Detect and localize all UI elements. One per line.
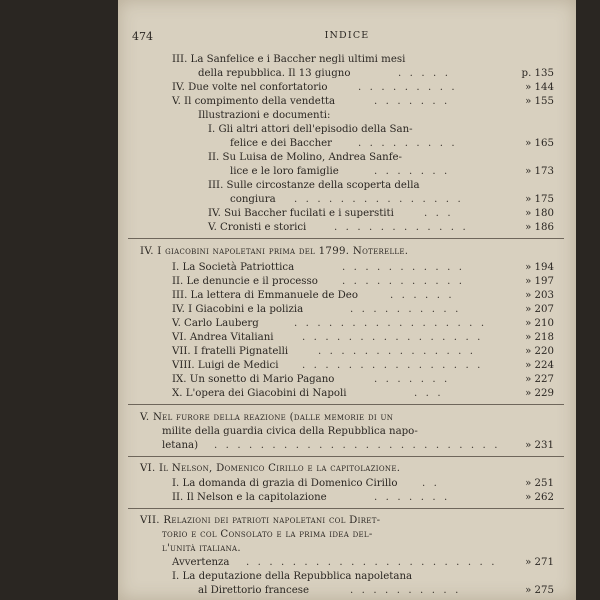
toc-entry: felice e dei Baccher [230, 138, 333, 149]
running-head: INDICE [324, 30, 370, 41]
leader-dots: . . . . . . . . . . . . . . . . [302, 360, 483, 371]
section-divider [128, 508, 564, 509]
toc-entry: I. Gli altri attori dell'episodio della San- [208, 124, 413, 135]
toc-entry: V. Il compimento della vendetta [172, 96, 336, 107]
toc-entry: VI. Andrea Vitaliani [172, 332, 274, 343]
leader-dots: . . . . . . . . . . . . . . . [294, 194, 464, 205]
section-divider [128, 238, 564, 239]
page-ref: » 203 [525, 290, 554, 301]
page-ref: » 275 [525, 585, 554, 596]
page-ref: » 144 [525, 82, 554, 93]
toc-entry: V. Cronisti e storici [208, 222, 307, 233]
toc-entry: X. L'opera dei Giacobini di Napoli [172, 388, 347, 399]
toc-entry: VIII. Luigi de Medici [172, 360, 279, 371]
page-ref: » 165 [525, 138, 554, 149]
toc-entry: congiura [230, 194, 276, 205]
page-ref: » 207 [525, 304, 554, 315]
toc-entry: lice e le loro famiglie [230, 166, 339, 177]
leader-dots: . . . . . . [390, 290, 455, 301]
page-ref: p. 135 [521, 68, 554, 79]
page-ref: » 155 [525, 96, 554, 107]
toc-entry: milite della guardia civica della Repubblica napo- [162, 426, 418, 437]
toc-entry: al Direttorio francese [198, 585, 309, 596]
leader-dots: . . . . . . . [374, 166, 450, 177]
toc-entry: III. La lettera di Emmanuele de Deo [172, 290, 358, 301]
section-divider [128, 404, 564, 405]
page-ref: » 175 [525, 194, 554, 205]
leader-dots: . . . . . . . [374, 374, 450, 385]
section-divider [128, 456, 564, 457]
section-heading: VI. Il Nelson, Domenico Cirillo e la capitolazione. [140, 463, 401, 474]
toc-entry: Illustrazioni e documenti: [198, 110, 331, 121]
toc-entry: I. La deputazione della Repubblica napoletana [172, 571, 413, 582]
page-ref: » 218 [525, 332, 554, 343]
page-ref: » 271 [525, 557, 554, 568]
leader-dots: . . . . . . . [374, 492, 450, 503]
leader-dots: . . . . . . . . . . . . . . . . . [294, 318, 487, 329]
leader-dots: . . . . . . . . . [358, 82, 458, 93]
section-heading: torio e col Consolato e la prima idea del- [162, 529, 373, 540]
leader-dots: . . . . . . . . . . . . . . [318, 346, 476, 357]
leader-dots: . . . . . . . . . . [350, 304, 461, 315]
toc-entry: IX. Un sonetto di Mario Pagano [172, 374, 335, 385]
page-ref: » 231 [525, 440, 554, 451]
leader-dots: . . . . . . . [374, 96, 450, 107]
toc-entry: I. La Società Patriottica [172, 262, 295, 273]
leader-dots: . . . . . . . . . [358, 138, 458, 149]
leader-dots: . . [422, 478, 440, 489]
toc-entry: della repubblica. Il 13 giugno [198, 68, 351, 79]
toc-entry: IV. I Giacobini e la polizia [172, 304, 304, 315]
toc-entry: IV. Sui Baccher fucilati e i superstiti [208, 208, 394, 219]
section-heading: IV. I giacobini napoletani prima del 1799. Noterelle. [140, 246, 409, 257]
toc-entry: V. Carlo Lauberg [172, 318, 259, 329]
page-ref: » 224 [525, 360, 554, 371]
page-ref: » 210 [525, 318, 554, 329]
leader-dots: . . . . . . . . . . . [342, 262, 465, 273]
toc-entry: III. La Sanfelice e i Baccher negli ultimi mesi [172, 54, 406, 65]
section-heading: V. Nel furore della reazione (dalle memorie di un [140, 412, 394, 423]
page-ref: » 173 [525, 166, 554, 177]
toc-entry: I. La domanda di grazia di Domenico Cirillo [172, 478, 398, 489]
toc-entry: IV. Due volte nel confortatorio [172, 82, 328, 93]
leader-dots: . . . [424, 208, 454, 219]
page-ref: » 197 [525, 276, 554, 287]
leader-dots: . . . . . . . . . . . . . . . . [302, 332, 483, 343]
page-ref: » 220 [525, 346, 554, 357]
page-ref: » 180 [525, 208, 554, 219]
toc-entry: Avvertenza [172, 557, 230, 568]
page-ref: » 251 [525, 478, 554, 489]
section-heading: VII. Relazioni dei patrioti napoletani col Diret- [140, 515, 381, 526]
page-ref: » 229 [525, 388, 554, 399]
page-ref: » 227 [525, 374, 554, 385]
leader-dots: . . . [414, 388, 444, 399]
leader-dots: . . . . . . . . . . . . . . . . . . . . . . . . . [214, 440, 501, 451]
page-number: 474 [132, 30, 153, 43]
toc-entry: letana) [162, 440, 199, 451]
toc-entry: III. Sulle circostanze della scoperta della [208, 180, 420, 191]
leader-dots: . . . . . . . . . . . . [334, 222, 469, 233]
leader-dots: . . . . . [398, 68, 451, 79]
toc-entry: II. Su Luisa de Molino, Andrea Sanfe- [208, 152, 402, 163]
toc-entry: VII. I fratelli Pignatelli [172, 346, 289, 357]
book-page [118, 0, 576, 600]
section-heading: l'unità italiana. [162, 543, 241, 554]
leader-dots: . . . . . . . . . . . [342, 276, 465, 287]
leader-dots: . . . . . . . . . . [350, 585, 461, 596]
toc-entry: II. Il Nelson e la capitolazione [172, 492, 327, 503]
toc-entry: II. Le denuncie e il processo [172, 276, 318, 287]
page-ref: » 194 [525, 262, 554, 273]
page-ref: » 262 [525, 492, 554, 503]
page-ref: » 186 [525, 222, 554, 233]
leader-dots: . . . . . . . . . . . . . . . . . . . . . . [246, 557, 498, 568]
